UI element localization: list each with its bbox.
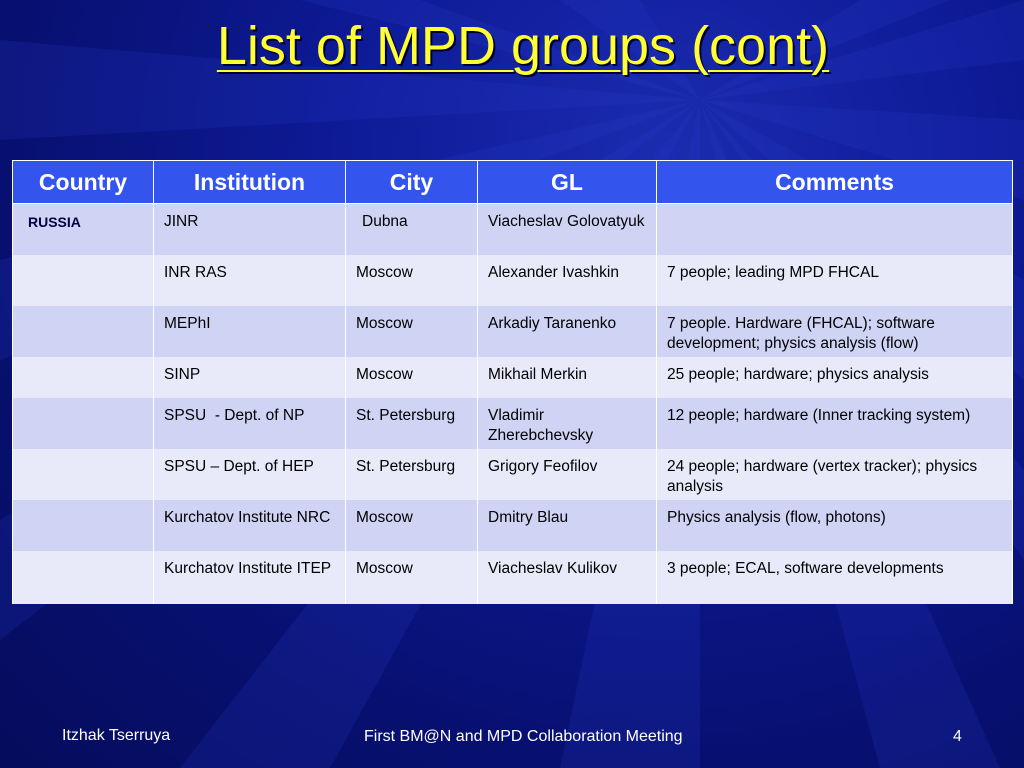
table-row (13, 357, 1013, 398)
cell-city: Moscow (346, 357, 478, 398)
cell-gl: Vladimir Zherebchevsky (478, 398, 657, 449)
cell-comments: 3 people; ECAL, software developments (657, 551, 1013, 604)
cell-city: Moscow (346, 306, 478, 357)
cell-gl: Viacheslav Kulikov (478, 551, 657, 604)
cell-country (13, 398, 154, 449)
cell-comments: 7 people; leading MPD FHCAL (657, 255, 1013, 306)
cell-country (13, 357, 154, 398)
cell-institution: SPSU – Dept. of HEP (154, 449, 346, 500)
cell-institution: SINP (154, 357, 346, 398)
header-comments: Comments (657, 161, 1013, 204)
cell-institution: Kurchatov Institute ITEP (154, 551, 346, 604)
cell-comments: Physics analysis (flow, photons) (657, 500, 1013, 551)
cell-institution: JINR (154, 204, 346, 255)
table-header-row (13, 161, 1013, 204)
cell-institution: Kurchatov Institute NRC (154, 500, 346, 551)
cell-gl: Mikhail Merkin (478, 357, 657, 398)
cell-gl: Arkadiy Taranenko (478, 306, 657, 357)
header-city: City (346, 161, 478, 204)
table-row (13, 551, 1013, 604)
footer-event: First BM@N and MPD Collaboration Meeting (364, 728, 683, 745)
header-institution: Institution (154, 161, 346, 204)
cell-country (13, 500, 154, 551)
table-row (13, 255, 1013, 306)
header-country: Country (13, 161, 154, 204)
cell-gl: Viacheslav Golovatyuk (478, 204, 657, 255)
slide-title: List of MPD groups (cont) (216, 16, 830, 76)
cell-city: Moscow (346, 500, 478, 551)
page-number: 4 (953, 728, 962, 745)
cell-gl: Alexander Ivashkin (478, 255, 657, 306)
cell-country (13, 306, 154, 357)
cell-comments: 12 people; hardware (Inner tracking system) (657, 398, 1013, 449)
cell-comments: 24 people; hardware (vertex tracker); physics analysis (657, 449, 1013, 500)
cell-institution: MEPhI (154, 306, 346, 357)
cell-comments: 7 people. Hardware (FHCAL); software development; physics analysis (flow) (657, 306, 1013, 357)
cell-comments (657, 204, 1013, 255)
cell-gl: Dmitry Blau (478, 500, 657, 551)
cell-city: Moscow (346, 255, 478, 306)
cell-institution: SPSU - Dept. of NP (154, 398, 346, 449)
cell-city: St. Petersburg (346, 449, 478, 500)
table-row (13, 306, 1013, 357)
table-row (13, 204, 1013, 255)
footer-author: Itzhak Tserruya (62, 727, 171, 744)
cell-city: Dubna (346, 204, 478, 255)
cell-institution: INR RAS (154, 255, 346, 306)
cell-country (13, 449, 154, 500)
table-row (13, 398, 1013, 449)
cell-comments: 25 people; hardware; physics analysis (657, 357, 1013, 398)
cell-country (13, 551, 154, 604)
table-row (13, 500, 1013, 551)
cell-city: St. Petersburg (346, 398, 478, 449)
header-gl: GL (478, 161, 657, 204)
table-row (13, 449, 1013, 500)
mpd-groups-table (12, 160, 1013, 604)
cell-gl: Grigory Feofilov (478, 449, 657, 500)
cell-city: Moscow (346, 551, 478, 604)
cell-country: RUSSIA (13, 204, 154, 255)
cell-country (13, 255, 154, 306)
